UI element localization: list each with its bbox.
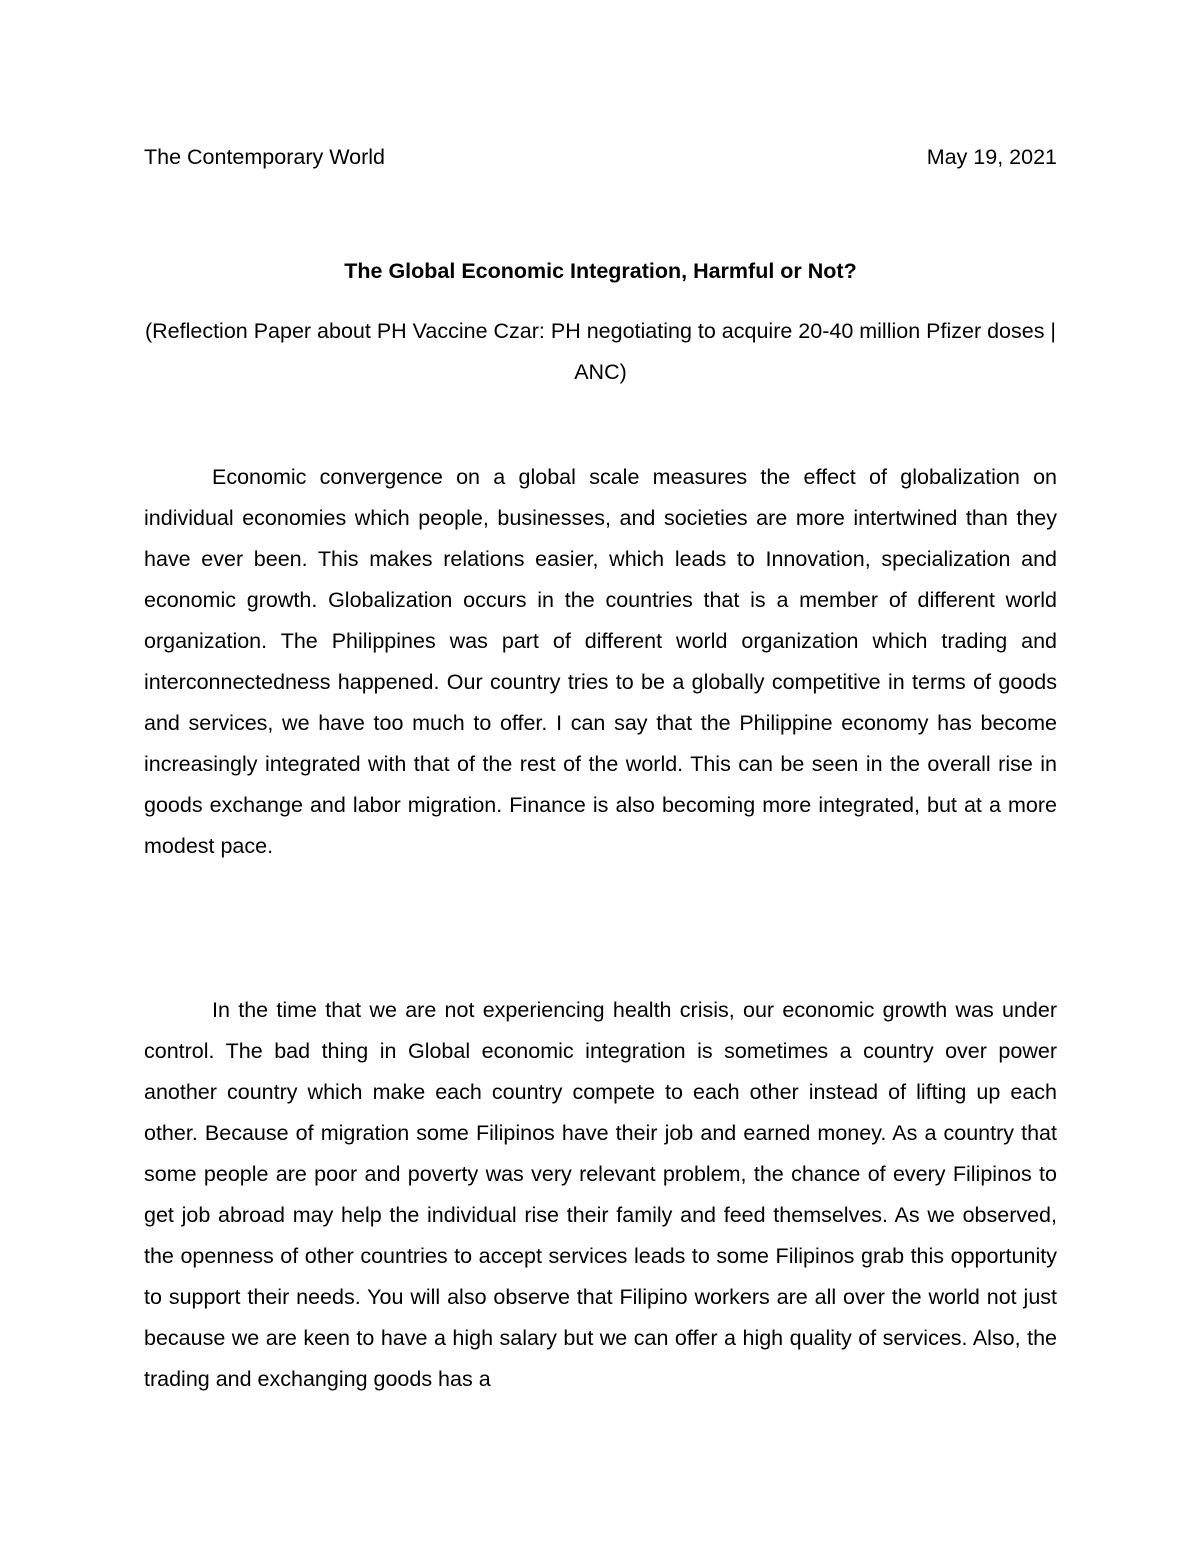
paper-title: The Global Economic Integration, Harmful or Not? bbox=[344, 259, 857, 283]
body-paragraph-1: Economic convergence on a global scale measures the effect of globalization on individual economies which people, businesses, and societies are more intertwined than they have ever been. This makes relations easier, which leads to Innovation, specialization and economic growth. Globalization occurs in the countries that is a member of different world organization. The Philippines was part of different world organization which trading and interconnectedness happened. Our country tries to be a globally competitive in terms of goods and services, we have too much to offer. I can say that the Philippine economy has become increasingly integrated with that of the rest of the world. This can be seen in the overall rise in goods exchange and labor migration. Finance is also becoming more integrated, but at a more modest pace. bbox=[144, 465, 1057, 858]
document-date: May 19, 2021 bbox=[926, 145, 1057, 169]
body-paragraph-2: In the time that we are not experiencing health crisis, our economic growth was under control. The bad thing in Global economic integration is sometimes a country over power another country which make each country compete to each other instead of lifting up each other. Because of migration some Filipinos have their job and earned money. As a country that some people are poor and poverty was very relevant problem, the chance of every Filipinos to get job abroad may help the individual rise their family and feed themselves. As we observed, the openness of other countries to accept services leads to some Filipinos grab this opportunity to support their needs. You will also observe that Filipino workers are all over the world not just because we are keen to have a high salary but we can offer a high quality of services. Also, the trading and exchanging goods has a bbox=[144, 998, 1057, 1391]
paper-subtitle: (Reflection Paper about PH Vaccine Czar: PH negotiating to acquire 20-40 million Pfizer doses | ANC) bbox=[144, 319, 1057, 384]
document-header bbox=[144, 143, 1057, 171]
course-name: The Contemporary World bbox=[144, 145, 385, 169]
